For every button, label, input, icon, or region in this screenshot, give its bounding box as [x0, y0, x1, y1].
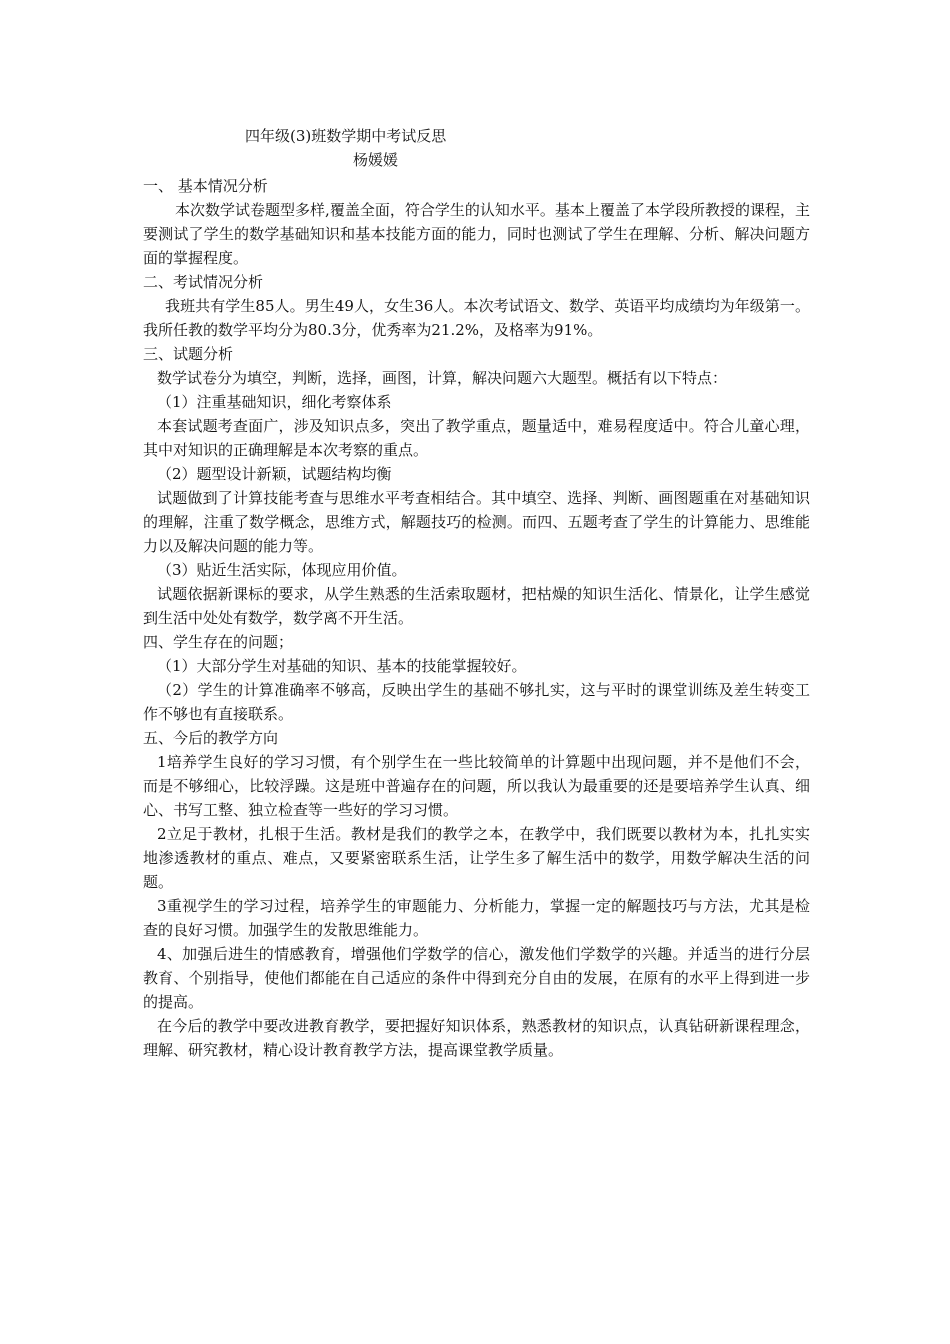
section-heading-questions: 三、试题分析	[143, 345, 234, 363]
document-author: 杨媛媛	[353, 151, 399, 169]
list-item: （1）大部分学生对基础的知识、基本的技能掌握较好。	[157, 657, 527, 675]
point-label: （2）题型设计新颖，试题结构均衡	[157, 465, 392, 483]
point-label: （3）贴近生活实际，体现应用价值。	[157, 561, 407, 579]
point-label: （1）注重基础知识，细化考察体系	[157, 393, 392, 411]
section-paragraph: 我班共有学生85人。男生49人，女生36人。本次考试语文、数学、英语平均成绩均为年级第一。我所任教的数学平均分为80.3分，优秀率为21.2%，及格率为91%。	[143, 297, 810, 339]
point-text: 本套试题考查面广，涉及知识点多，突出了教学重点，题量适中，难易程度适中。符合儿童心理，其中对知识的正确理解是本次考察的重点。	[143, 417, 810, 459]
section-paragraph: 本次数学试卷题型多样,覆盖全面，符合学生的认知水平。基本上覆盖了本学段所教授的课程，主要测试了学生的数学基础知识和基本技能方面的能力，同时也测试了学生在理解、分析、解决问题方面的掌握程度。	[143, 201, 810, 267]
section-intro: 数学试卷分为填空，判断，选择，画图，计算，解决问题六大题型。概括有以下特点：	[157, 369, 728, 387]
section-heading-basic: 一、 基本情况分析	[143, 177, 268, 195]
list-item: 2立足于教材，扎根于生活。教材是我们的教学之本，在教学中，我们既要以教材为本，扎扎实实地渗透教材的重点、难点，又要紧密联系生活，让学生多了解生活中的数学，用数学解决生活的问题。	[143, 825, 810, 891]
document-body	[143, 124, 810, 1062]
list-item: 4、加强后进生的情感教育，增强他们学数学的信心，激发他们学数学的兴趣。并适当的进行分层教育、个别指导，使他们都能在自己适应的条件中得到充分自由的发展，在原有的水平上得到进一步的提高。	[143, 945, 810, 1011]
section-heading-exam: 二、考试情况分析	[143, 273, 264, 291]
list-item: （2）学生的计算准确率不够高，反映出学生的基础不够扎实，这与平时的课堂训练及差生转变工作不够也有直接联系。	[143, 681, 810, 723]
point-text: 试题依据新课标的要求，从学生熟悉的生活索取题材，把枯燥的知识生活化、情景化，让学生感觉到生活中处处有数学，数学离不开生活。	[143, 585, 810, 627]
section-heading-direction: 五、今后的教学方向	[143, 729, 279, 747]
list-item: 3重视学生的学习过程，培养学生的审题能力、分析能力，掌握一定的解题技巧与方法，尤其是检查的良好习惯。加强学生的发散思维能力。	[143, 897, 810, 939]
list-item: 1培养学生良好的学习习惯，有个别学生在一些比较简单的计算题中出现问题，并不是他们不会，而是不够细心，比较浮躁。这是班中普遍存在的问题，所以我认为最重要的还是要培养学生认真、细心、书写工整、独立检查等一些好的学习习惯。	[143, 753, 810, 819]
document-title: 四年级(3)班数学期中考试反思	[245, 127, 447, 145]
point-text: 试题做到了计算技能考查与思维水平考查相结合。其中填空、选择、判断、画图题重在对基础知识的理解，注重了数学概念，思维方式，解题技巧的检测。而四、五题考查了学生的计算能力、思维能力以及解决问题的能力等。	[143, 489, 810, 555]
section-heading-problems: 四、学生存在的问题；	[143, 633, 294, 651]
closing-paragraph: 在今后的教学中要改进教育教学，要把握好知识体系，熟悉教材的知识点，认真钻研新课程理念，理解、研究教材，精心设计教育教学方法，提高课堂教学质量。	[143, 1017, 810, 1059]
